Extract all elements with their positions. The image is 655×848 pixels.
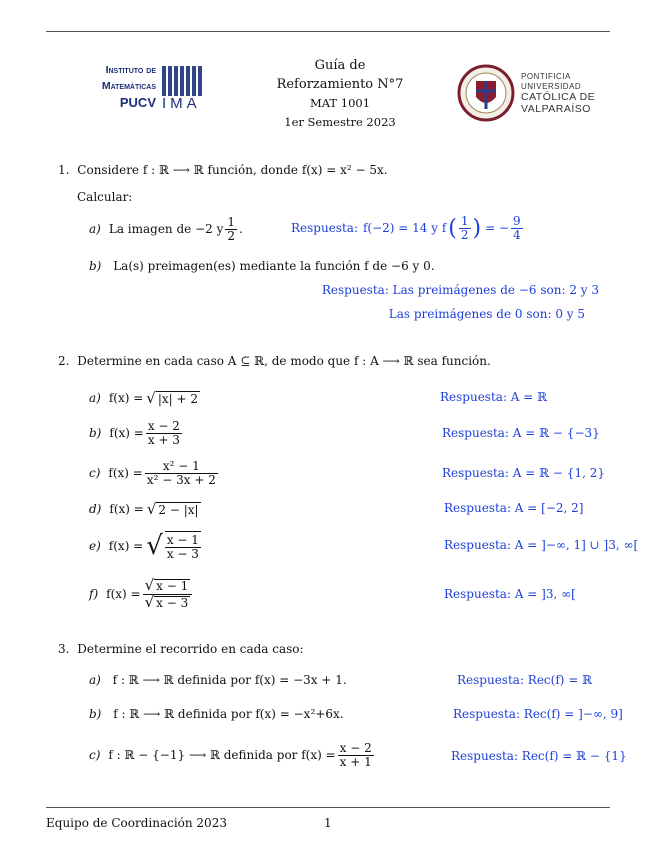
pucv-line4: VALPARAÍSO bbox=[521, 103, 591, 115]
q3-c-num: x − 2 bbox=[339, 740, 372, 755]
q2-e-answer: Respuesta: A = ]−∞, 1] ∪ ]3, ∞[ bbox=[444, 538, 639, 552]
q2-b-den: x + 3 bbox=[147, 432, 180, 447]
q2-d-answer: Respuesta: A = [−2, 2] bbox=[444, 501, 584, 515]
q2-c-answer: Respuesta: A = ℝ − {1, 2} bbox=[442, 466, 605, 480]
q1-a-ans-mid: f(−2) = 14 y f bbox=[362, 221, 447, 235]
q1-a-ans-eq: = − bbox=[485, 221, 510, 235]
q2-c-den: x² − 3x + 2 bbox=[146, 472, 216, 487]
q2-number: 2. bbox=[58, 354, 70, 368]
q2-b-fraction bbox=[146, 420, 182, 446]
logo-text-line1: Instituto de bbox=[105, 64, 156, 76]
q3-c-den: x + 1 bbox=[339, 754, 372, 769]
logo-ima-mark: IMA bbox=[162, 95, 201, 112]
q2-b-answer: Respuesta: A = ℝ − {−3} bbox=[442, 426, 600, 440]
q1-number: 1. bbox=[58, 163, 70, 177]
q3-statement bbox=[58, 642, 304, 656]
q2-f-fraction: $\frac{√ x - 1}{√ x - 3}$ bbox=[143, 578, 193, 611]
q3-b-text: f : ℝ ⟶ ℝ definida por f(x) = −x²+6x. bbox=[113, 707, 344, 721]
q3-number: 3. bbox=[58, 642, 70, 656]
title-line1: Guía de bbox=[314, 58, 366, 73]
q2-d-radicand: 2 − |x| bbox=[158, 502, 199, 517]
q3-c-answer: Respuesta: Rec(f) = ℝ − {1} bbox=[451, 749, 627, 763]
page-number: 1 bbox=[324, 816, 332, 830]
crest-icon bbox=[457, 63, 515, 123]
q1-a-text: La imagen de −2 y bbox=[108, 222, 224, 236]
q1-a-ans-rden: 4 bbox=[513, 227, 521, 242]
q1-text: Considere f : ℝ ⟶ ℝ función, donde f(x) = x² − 5x. bbox=[77, 163, 388, 177]
logo-square-icon bbox=[162, 66, 204, 96]
q1-a bbox=[89, 214, 243, 244]
q2-b-lhs: f(x) = bbox=[109, 426, 144, 440]
footer-left: Equipo de Coordinación 2023 bbox=[46, 816, 227, 830]
q2-e: e) f(x) = √ $\frac{x - 1}{x - 3}$ bbox=[89, 531, 199, 561]
q3-c-fraction bbox=[338, 742, 374, 768]
q1-a-ans-prefix: Respuesta: bbox=[291, 221, 358, 235]
q2-d-lhs: f(x) = bbox=[109, 502, 144, 516]
q2-c-lhs: f(x) = bbox=[108, 466, 143, 480]
q2-a-answer: Respuesta: A = ℝ bbox=[440, 390, 548, 404]
q2-e-fraction bbox=[165, 531, 201, 560]
q3-a bbox=[89, 673, 347, 687]
q1-a-num: 1 bbox=[227, 214, 235, 229]
q2-b-num: x − 2 bbox=[147, 418, 180, 433]
q3-c-text: f : ℝ − {−1} ⟶ ℝ definida por f(x) = bbox=[108, 748, 336, 762]
q3-a-text: f : ℝ ⟶ ℝ definida por f(x) = −3x + 1. bbox=[112, 673, 347, 687]
q1-b-text: La(s) preimagen(es) mediante la función f de −6 y 0. bbox=[113, 259, 435, 273]
footer-rule bbox=[46, 807, 610, 808]
pucv-logo bbox=[457, 63, 607, 125]
q1-a-ans-den: 2 bbox=[460, 227, 469, 242]
q2-e-label: e) bbox=[89, 539, 101, 553]
q2-e-num: x − 1 bbox=[166, 533, 199, 548]
top-rule bbox=[46, 31, 610, 32]
q2-text: Determine en cada caso A ⊆ ℝ, de modo que f : A ⟶ ℝ sea función. bbox=[77, 354, 491, 368]
q1-a-fraction bbox=[225, 216, 237, 242]
q3-a-answer: Respuesta: Rec(f) = ℝ bbox=[457, 673, 593, 687]
pucv-line2: UNIVERSIDAD bbox=[521, 82, 582, 91]
q2-c bbox=[89, 458, 220, 488]
q2-a-radicand: |x| + 2 bbox=[157, 391, 199, 406]
q1-a-ans-frac2 bbox=[511, 215, 523, 241]
q2-c-fraction bbox=[145, 460, 218, 486]
semester: 1er Semestre 2023 bbox=[284, 115, 396, 129]
header-title bbox=[240, 56, 440, 132]
q3-a-label: a) bbox=[89, 673, 101, 687]
logo-text-line2: Matemáticas bbox=[101, 80, 156, 92]
q1-a-ans-num: 1 bbox=[460, 213, 469, 228]
course-code: MAT 1001 bbox=[309, 96, 371, 110]
q3-b-label: b) bbox=[89, 707, 102, 721]
q1-b bbox=[89, 259, 435, 273]
q2-f-label: f) bbox=[89, 587, 99, 601]
q1-a-answer: Respuesta: f(−2) = 14 y f ( $\frac{1}{2}$ ) = − $\frac{9}{4}$ bbox=[291, 213, 521, 242]
q3-b-answer: Respuesta: Rec(f) = ]−∞, 9] bbox=[453, 707, 623, 721]
q2-f-answer: Respuesta: A = ]3, ∞[ bbox=[444, 587, 576, 601]
q2-d-label: d) bbox=[89, 502, 102, 516]
q2-f bbox=[89, 576, 194, 612]
q3-c-label: c) bbox=[89, 748, 101, 762]
q2-d: d) f(x) = √ 2 − |x| bbox=[89, 500, 199, 518]
q3-b bbox=[89, 707, 344, 721]
q1-a-ans-rnum: 9 bbox=[513, 213, 521, 228]
q3-text: Determine el recorrido en cada caso: bbox=[77, 642, 304, 656]
q1-a-end: . bbox=[239, 222, 243, 236]
q2-statement bbox=[58, 354, 491, 368]
q1-calc: Calcular: bbox=[77, 190, 133, 204]
q2-f-den: x − 3 bbox=[156, 595, 189, 610]
q2-c-num: x² − 1 bbox=[145, 460, 218, 474]
logo-text-line3: PUCV bbox=[119, 95, 156, 110]
q2-e-lhs: f(x) = bbox=[108, 539, 144, 553]
pucv-line1: PONTIFICIA bbox=[521, 72, 571, 81]
q2-b bbox=[89, 418, 184, 448]
q1-b-label: b) bbox=[89, 259, 102, 273]
title-line2: Reforzamiento N°7 bbox=[276, 77, 404, 92]
q2-f-lhs: f(x) = bbox=[106, 587, 141, 601]
q2-f-num: x − 1 bbox=[156, 578, 189, 593]
q2-a-label: a) bbox=[89, 391, 101, 405]
q1-b-answer2: Las preimágenes de 0 son: 0 y 5 bbox=[388, 307, 585, 321]
q1-a-label: a) bbox=[89, 222, 101, 236]
q1-b-answer1: Respuesta: Las preimágenes de −6 son: 2 y 3 bbox=[321, 283, 599, 297]
q2-e-den: x − 3 bbox=[166, 547, 199, 561]
imath-logo bbox=[78, 62, 208, 122]
q1-a-den: 2 bbox=[227, 228, 235, 243]
pucv-line3: CATÓLICA DE bbox=[521, 91, 596, 103]
q2-b-label: b) bbox=[89, 426, 102, 440]
q2-c-label: c) bbox=[89, 466, 101, 480]
q2-a: a) f(x) = √ |x| + 2 bbox=[89, 389, 199, 407]
q3-c bbox=[89, 740, 376, 770]
q2-a-lhs: f(x) = bbox=[108, 391, 144, 405]
q1-statement bbox=[58, 163, 388, 177]
q1-a-ans-frac1 bbox=[459, 215, 471, 241]
